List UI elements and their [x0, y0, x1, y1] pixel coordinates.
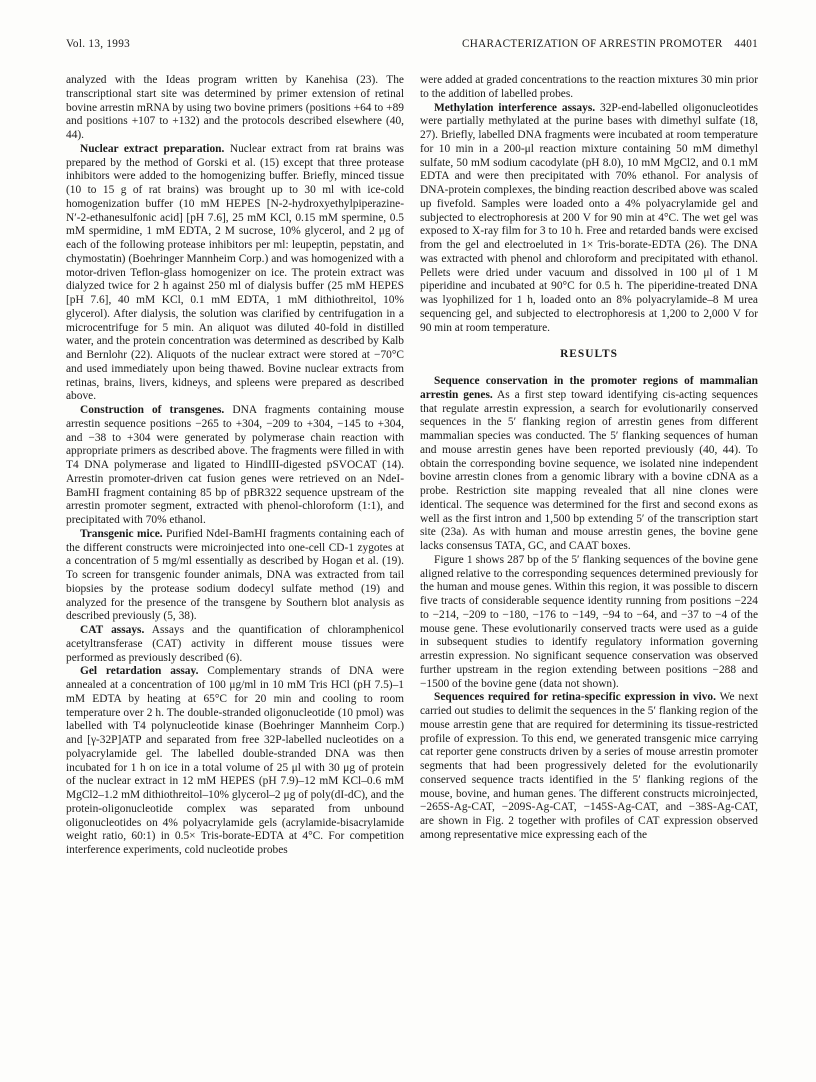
paragraph-transgenic-mice: [66, 528, 404, 624]
body-transgenic-mice: Purified NdeI-BamHI fragments containing each of the different constructs were microinjected into one-cell CD-1 zygotes at a concentration of 5 mg/ml essentially as described by Hogan et al. (19). To screen for transgenic founder animals, DNA was extracted from tail biopsies by the protease sodium dodecyl sulfate method (19) and analyzed for the presence of the transgene by Southern blot analysis as described previously (5, 38).: [66, 527, 404, 623]
run-in-heading-nuclear-extract: Nuclear extract preparation.: [80, 142, 225, 155]
volume-label: Vol. 13, 1993: [66, 38, 130, 50]
body-nuclear-extract: Nuclear extract from rat brains was prepared by the method of Gorski et al. (15) except that three protease inhibitors were added to the homogenizing buffer. Briefly, minced tissue (10 to 15 g of rat brains) was brought up to 30 ml with ice-cold homogenization buffer (10 mM HEPES [N-2-hydroxyethylpiperazine-N′-2-ethanesulfonic acid] [pH 7.6], 25 mM KCl, 0.15 mM spermine, 0.5 mM spermidine, 1 mM EDTA, 2 M sucrose, 10% glycerol, and 2 μg of each of the following protease inhibitors per ml: leupeptin, pepstatin, and chymostatin) (Boehringer Mannheim Corp.) and was homogenized with a motor-driven Teflon-glass homogenizer on ice. The protein extract was dialyzed twice for 2 h against 250 ml of dialysis buffer (25 mM HEPES [pH 7.6], 40 mM KCl, 0.1 mM EDTA, 1 mM dithiothreitol, 10% glycerol). After dialysis, the solution was clarified by centrifugation in a microcentrifuge for 5 min. An aliquot was diluted 40-fold in distilled water, and the protein concentration was determined as described by Kalb and Bernlohr (22). Aliquots of the nuclear extract were stored at −70°C and used immediately upon being thawed. Bovine nuclear extracts from retinas, brains, livers, kidneys, and spleens were prepared as described above.: [66, 142, 404, 403]
paragraph-gel-retardation: [66, 665, 404, 858]
run-in-heading-retina-specific: Sequences required for retina-specific expression in vivo.: [434, 691, 716, 704]
body-cat-assays: Assays and the quantification of chloramphenicol acetyltransferase (CAT) activity in different mouse tissues were performed as previously described (6).: [66, 624, 404, 664]
body-construction: DNA fragments containing mouse arrestin sequence positions −265 to +304, −209 to +304, −145 to +304, and −38 to +304 were generated by polymerase chain reaction with appropriate primers as described above. The fragments were filled in with T4 DNA polymerase and ligated to HindIII-digested pSVOCAT (14). Arrestin promoter-driven cat fusion genes were retrieved on an NdeI-BamHI fragment containing 85 bp of pBR322 sequence upstream of the arrestin promoter segment, extracted with phenol-chloroform (1:1), and precipitated with 70% ethanol.: [66, 404, 404, 526]
run-in-heading-cat-assays: CAT assays.: [80, 624, 145, 636]
paragraph-sequence-conservation: [420, 375, 758, 554]
run-in-heading-gel-retardation: Gel retardation assay.: [80, 665, 199, 678]
run-in-heading-transgenic-mice: Transgenic mice.: [80, 527, 163, 540]
run-in-heading-methylation: Methylation interference assays.: [434, 101, 596, 114]
page-number: 4401: [734, 38, 758, 50]
body-sequence-conservation: As a first step toward identifying cis-acting sequences that regulate arrestin expression, a search for evolutionarily conserved sequences in the 5′ flanking region of arrestin genes from different mammalian species was conducted. The 5′ flanking sequences of human and mouse arrestin genes have been reported previously (40, 44). To obtain the corresponding bovine sequence, we isolated nine independent bovine arrestin clones from a genomic library with a bovine cDNA as a probe. Restriction site mapping revealed that all nine clones were identical. The sequence was determined for the first and second exons as well as the first intron and 1,500 bp extending 5′ of the transcription start site (23a). As with human and mouse arrestin genes, the bovine gene lacks consensus TATA, GC, and CAAT boxes.: [420, 388, 758, 552]
paragraph-retina-specific: [420, 691, 758, 842]
body-methylation: 32P-end-labelled oligonucleotides were partially methylated at the purine bases with dimethyl sulfate (18, 27). Briefly, labelled DNA fragments were incubated at room temperature for 10 min in a 200-μl reaction mixture containing 50 mM dimethyl sulfate, 50 mM sodium cacodylate (pH 8.0), 10 mM MgCl2, and 0.1 mM EDTA and were then precipitated with 70% ethanol. For analysis of DNA-protein complexes, the binding reaction described above was scaled up fivefold. Samples were loaded onto a 4% polyacrylamide gel and subjected to electrophoresis at 200 V for 90 min at 4°C. The wet gel was exposed to X-ray film for 3 to 10 h. Free and retarded bands were excised from the gel and electroeluted in 1× Tris-borate-EDTA (26). The DNA was extracted with phenol and chloroform and precipitated with ethanol. Pellets were dried under vacuum and dissolved in 100 μl of 1 M piperidine and incubated at 90°C for 0.5 h. The piperidine-treated DNA was lyophilized for 1 h, loaded onto an 8% polyacrylamide–8 M urea sequencing gel, and subjected to electrophoresis at 1,200 to 2,000 V for 90 min at room temperature.: [420, 101, 758, 334]
paragraph-ideas-program: analyzed with the Ideas program written by Kanehisa (23). The transcriptional start site was determined by primer extension of retinal bovine arrestin mRNA by using two bovine primers (positions +64 to +89 and positions +107 to +132) and the protocols described elsewhere (40, 44).: [66, 74, 404, 141]
paragraph-methylation-interference: [420, 102, 758, 336]
body-gel-retardation: Complementary strands of DNA were annealed at a concentration of 100 μg/ml in 10 mM Tris HCl (pH 7.5)–1 mM EDTA by heating at 65°C for 20 min and cooling to room temperature over 2 h. The double-stranded oligonucleotide (10 pmol) was labelled with T4 polynucleotide kinase (Boehringer Mannheim Corp.) and [γ-32P]ATP and separated from free 32P-labelled nucleotides on a polyacrylamide gel. The labelled double-stranded DNA was then incubated for 1 h on ice in a total volume of 25 μl with 30 μg of protein of the nuclear extract in 12 mM HEPES (pH 7.9)–12 mM KCl–0.6 mM MgCl2–1.2 mM dithiothreitol–10% glycerol–2 μg of poly(dI-dC), and the protein-oligonucleotide complex was separated from unbound oligonucleotides on 4% polyacrylamide gels (acrylamide-bisacrylamide weight ratio, 60:1) in 0.5× Tris-borate-EDTA at 4°C. For competition interference experiments, cold nucleotide probes: [66, 665, 404, 856]
paragraph-competition-continued: were added at graded concentrations to the reaction mixtures 30 min prior to the addition of labelled probes.: [420, 74, 758, 100]
running-title: CHARACTERIZATION OF ARRESTIN PROMOTER: [462, 38, 723, 50]
section-heading-results: RESULTS: [560, 348, 618, 361]
paragraph-figure-1: Figure 1 shows 287 bp of the 5′ flanking sequences of the bovine gene aligned relative to the corresponding sequences determined previously for the human and mouse genes. Within this region, it was possible to discern five tracts of considerable sequence identity running from positions −224 to −214, −209 to −180, −176 to −149, −94 to −64, and −37 to −4 of the mouse gene. These evolutionarily conserved tracts were used as a guide in subsequent studies to identify regulatory information governing arrestin expression. No significant sequence conservation was observed further upstream in the region extending between positions −288 and −1500 of the bovine gene (data not shown).: [420, 553, 758, 690]
running-header: [66, 38, 758, 54]
run-in-heading-construction: Construction of transgenes.: [80, 404, 225, 416]
paragraph-construction-transgenes: [66, 404, 404, 528]
paragraph-nuclear-extract: [66, 143, 404, 404]
right-column: [420, 74, 758, 843]
run-in-heading-sequence-conservation: Sequence conservation in the promoter regions of mammalian arrestin genes.: [420, 375, 758, 401]
left-column: [66, 74, 404, 858]
body-retina-specific: We next carried out studies to delimit the sequences in the 5′ flanking region of the mouse arrestin gene that are required for determining its tissue-restricted profile of expression. To this end, we generated transgenic mice carrying cat reporter gene constructs driven by a series of mouse arrestin promoter segments that had been progressively deleted for the evolutionarily conserved sequence tracts identified in the 5′ flanking regions of the mouse, bovine, and human genes. The different constructs microinjected, −265S-Ag-CAT, −209S-Ag-CAT, −145S-Ag-CAT, and −38S-Ag-CAT, are shown in Fig. 2 together with profiles of CAT expression observed among representative mice expressing each of the: [420, 691, 758, 841]
paragraph-cat-assays: [66, 624, 404, 665]
